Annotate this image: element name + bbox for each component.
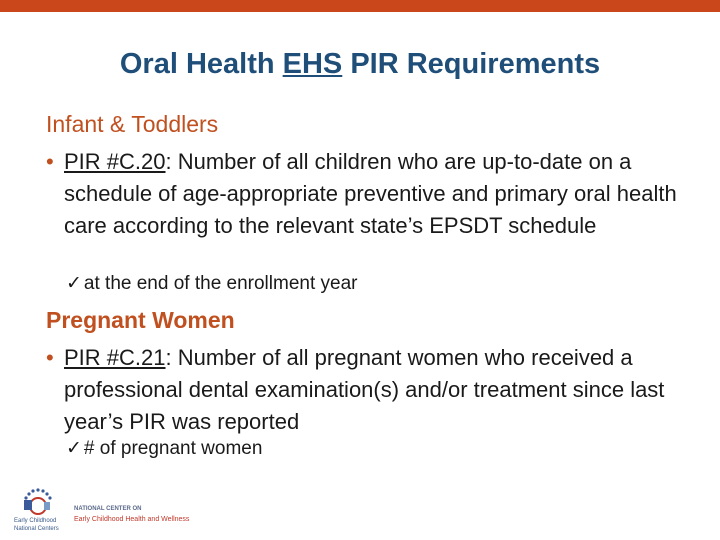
pir-code: PIR #C.20 [64, 149, 166, 174]
pir-description: : Number of all pregnant women who received a professional dental examination(s) and/or treatment since last year’s PIR was reported [64, 345, 665, 434]
bullet-text [64, 342, 696, 438]
top-accent-bar [0, 0, 720, 12]
bullet-icon: • [46, 149, 54, 174]
bullet-pir-c20 [46, 146, 696, 242]
check-text: # of pregnant women [83, 438, 263, 459]
check-item-enrollment-year [66, 272, 357, 295]
pir-code: PIR #C.21 [64, 345, 166, 370]
check-text: at the end of the enrollment year [83, 273, 358, 294]
footer-logo [10, 486, 210, 534]
bullet-pir-c21 [46, 342, 696, 438]
title-prefix: Oral Health [119, 48, 283, 80]
logo-center-line1: NATIONAL CENTER ON [74, 506, 142, 512]
title-ehs: EHS [282, 48, 343, 80]
logo-left-line2: National Centers [14, 526, 59, 532]
bullet-icon: • [46, 345, 54, 370]
check-item-pregnant-women [66, 437, 262, 460]
section-heading-infant-toddlers: Infant & Toddlers [46, 111, 219, 137]
pir-description: : Number of all children who are up-to-date on a schedule of age-appropriate preventive and primary oral health care according to the relevant state’s EPSDT schedule [64, 149, 677, 238]
check-icon: ✓ [66, 273, 82, 294]
logo-left-line1: Early Childhood [14, 518, 57, 524]
title-suffix: PIR Requirements [342, 48, 601, 80]
bullet-text [64, 146, 696, 242]
check-icon: ✓ [66, 438, 82, 459]
page-title [0, 48, 720, 81]
logo-center-line2: Early Childhood Health and Wellness [74, 516, 190, 523]
section-heading-pregnant-women: Pregnant Women [46, 307, 235, 333]
